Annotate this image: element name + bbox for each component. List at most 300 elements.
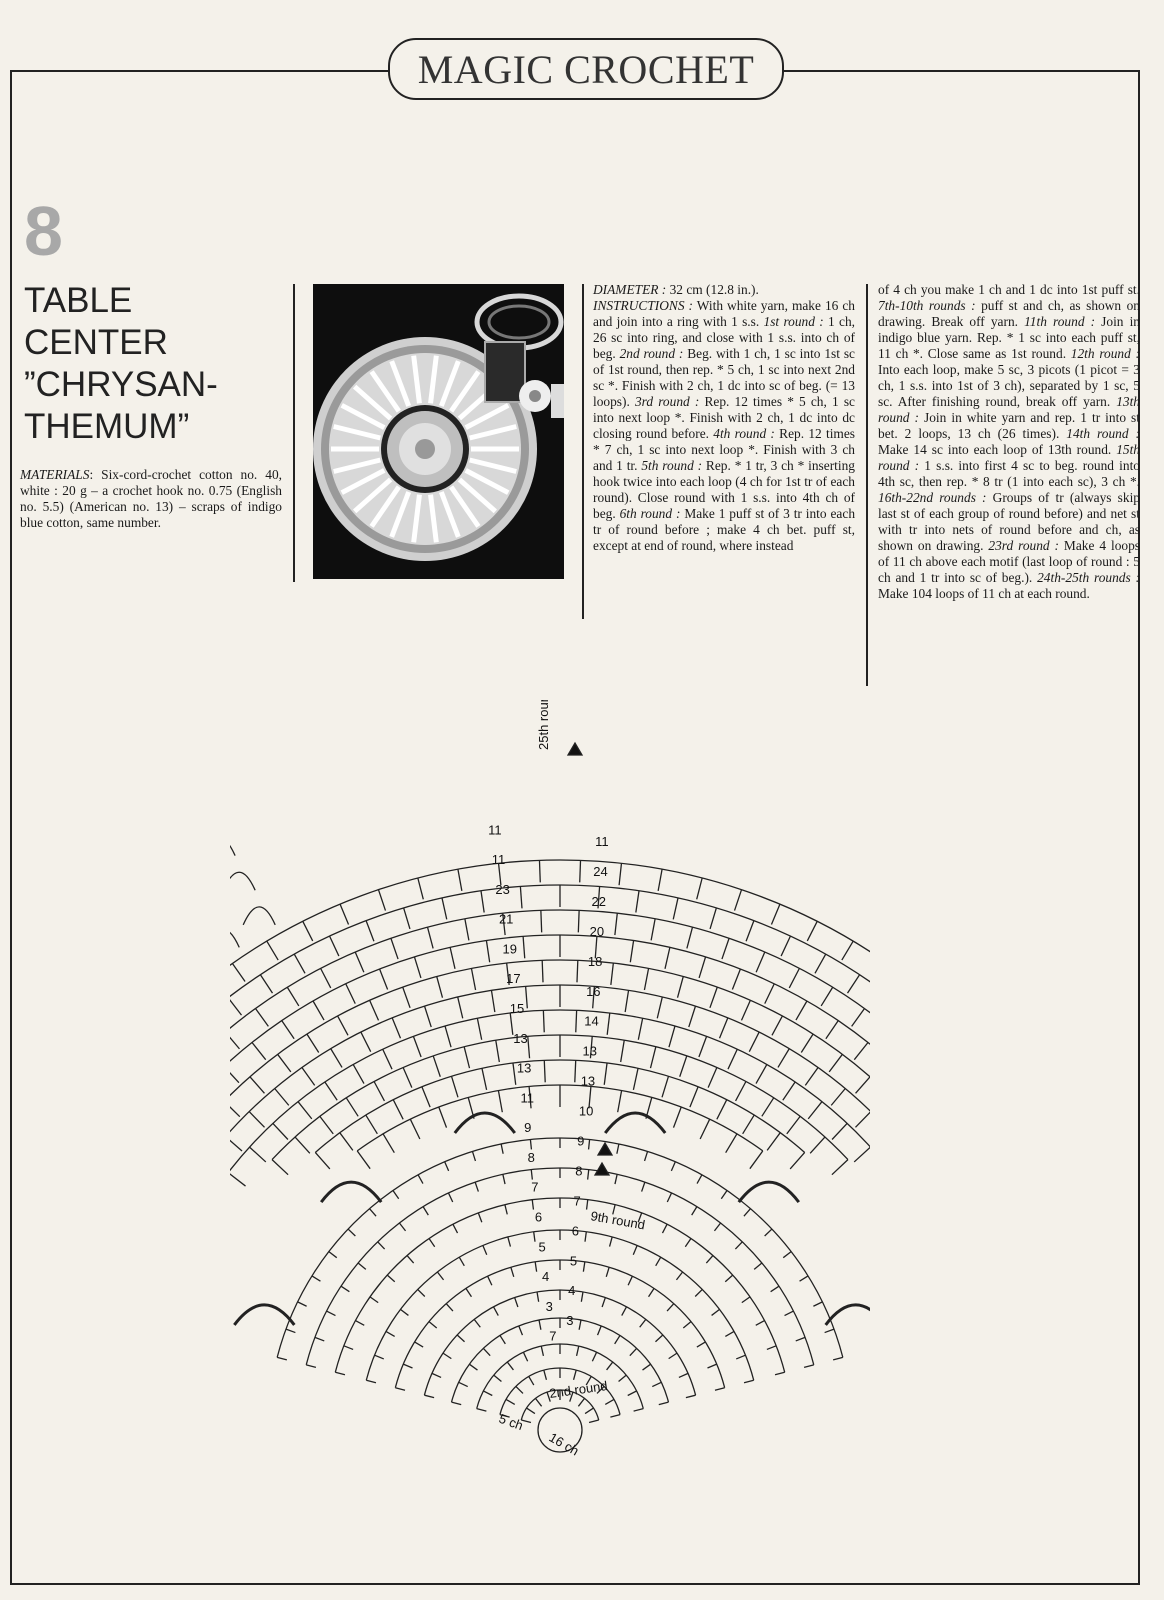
tr-stitch xyxy=(414,957,420,978)
round-4-label: 4th round : xyxy=(713,426,775,441)
stitch-mark xyxy=(622,1307,627,1316)
stitch-mark xyxy=(532,1200,533,1210)
stitch-mark xyxy=(418,1175,423,1184)
tr-stitch xyxy=(717,1100,727,1120)
round-number: 10 xyxy=(578,1103,594,1119)
tr-stitch xyxy=(756,1064,767,1083)
round-number: 24 xyxy=(593,863,608,879)
start-marker-icon xyxy=(568,743,582,755)
tr-stitch xyxy=(607,1013,610,1035)
tr-stitch xyxy=(726,1134,737,1153)
tr-stitch xyxy=(651,919,655,941)
stitch-mark xyxy=(735,1242,742,1249)
stitch-mark xyxy=(628,1276,632,1285)
stitch-mark xyxy=(714,1223,720,1231)
tr-stitch xyxy=(662,1076,668,1097)
stitch-mark xyxy=(448,1193,452,1202)
stitch-mark xyxy=(488,1276,492,1285)
doily-photo-image xyxy=(313,284,564,579)
stitch-mark xyxy=(754,1263,762,1269)
stitch-mark xyxy=(775,1372,785,1374)
tr-stitch xyxy=(699,1036,707,1057)
stitch-mark xyxy=(615,1174,617,1184)
tr-stitch xyxy=(330,936,339,956)
stitch-mark xyxy=(537,1292,539,1302)
stitch-mark xyxy=(539,1320,541,1330)
round-24-label: 24th-25th rounds : xyxy=(1037,570,1141,585)
round-13-label: 13th round : xyxy=(878,394,1140,425)
tr-stitch xyxy=(366,1115,378,1134)
round-number: 9 xyxy=(577,1133,585,1149)
stitch-mark xyxy=(602,1298,605,1307)
round-4-text: Rep. 12 times * 7 ch, 1 sc into next loop *. Finish with 3 ch and 1 tr. xyxy=(593,426,855,473)
stitch-mark xyxy=(725,1331,734,1336)
round-number: 11 xyxy=(595,834,609,850)
tr-stitch xyxy=(380,969,388,989)
round-1-label: 1st round : xyxy=(763,314,824,329)
stitch-mark xyxy=(715,1388,725,1390)
tr-stitch xyxy=(665,947,670,968)
stitch-mark xyxy=(662,1224,667,1233)
tr-stitch xyxy=(338,1016,348,1035)
stitch-mark xyxy=(535,1398,541,1406)
tr-stitch xyxy=(413,1036,421,1057)
tr-stitch xyxy=(575,1060,576,1082)
diameter-text: 32 cm (12.8 in.). xyxy=(666,282,759,297)
tr-stitch xyxy=(644,968,648,990)
tr-stitch xyxy=(790,1152,805,1169)
stitch-mark xyxy=(771,1286,779,1291)
stitch-mark xyxy=(478,1213,482,1222)
round-number: 8 xyxy=(527,1149,535,1165)
round-12-label: 12th round : xyxy=(1070,346,1140,361)
stitch-mark xyxy=(605,1399,614,1404)
stitch-mark xyxy=(813,1302,822,1306)
stitch-mark xyxy=(474,1319,480,1327)
tr-stitch xyxy=(765,984,775,1004)
stitch-mark xyxy=(429,1238,435,1246)
stitch-mark xyxy=(508,1237,511,1247)
tr-stitch xyxy=(618,1091,622,1113)
tr-stitch xyxy=(807,921,817,941)
upper-round-arc xyxy=(230,960,870,1217)
materials-block xyxy=(20,467,282,531)
round-number: 23 xyxy=(495,881,510,897)
tr-stitch xyxy=(273,1123,288,1139)
stitch-mark xyxy=(477,1409,487,1411)
tr-stitch xyxy=(498,1091,502,1113)
round-arc xyxy=(366,1230,753,1380)
tr-stitch xyxy=(230,1173,246,1186)
tr-stitch xyxy=(422,1087,430,1107)
round-label: 2nd round xyxy=(548,1377,609,1401)
stitch-mark xyxy=(327,1311,336,1316)
tr-stitch xyxy=(458,997,463,1018)
round-6-text: Make 1 puff st of 3 tr into each tr of round before ; make 4 ch bet. puff st, except at end of round, where instead xyxy=(593,506,856,553)
col2-text-2: puff st and ch, as shown on drawing. Break off yarn. xyxy=(878,298,1140,329)
tr-stitch xyxy=(680,1056,687,1077)
stitch-mark xyxy=(725,1275,732,1282)
stitch-mark xyxy=(633,1245,637,1254)
stitch-mark xyxy=(472,1151,475,1161)
tr-stitch xyxy=(832,1123,847,1139)
stitch-mark xyxy=(446,1304,453,1311)
round-number: 21 xyxy=(498,911,514,927)
tr-stitch xyxy=(346,1098,358,1117)
stitch-mark xyxy=(645,1151,648,1161)
tr-stitch xyxy=(482,1068,487,1090)
stitch-mark xyxy=(610,1237,613,1247)
round-number: 19 xyxy=(502,941,518,957)
stitch-mark xyxy=(825,1329,834,1332)
tr-stitch xyxy=(477,1018,481,1040)
stitch-mark xyxy=(459,1257,464,1266)
title-line-1: TABLE xyxy=(24,281,133,320)
round-3-text: Rep. 12 times * 5 ch, 1 sc into next loop *. Finish with 2 ch, 1 dc into dc closing round before. xyxy=(593,394,855,441)
tr-stitch xyxy=(418,878,423,899)
round-number: 18 xyxy=(587,953,603,969)
tr-stitch xyxy=(366,921,374,942)
round-number: 13 xyxy=(582,1043,597,1059)
tr-stitch xyxy=(710,908,716,929)
tr-stitch xyxy=(403,987,410,1008)
tr-stitch xyxy=(433,1056,440,1077)
tr-stitch xyxy=(523,936,525,958)
tr-stitch xyxy=(471,968,475,990)
stitch-mark xyxy=(676,1272,682,1280)
tr-stitch xyxy=(250,1077,265,1094)
stitch-mark xyxy=(588,1170,589,1180)
column-rule-2 xyxy=(582,284,584,619)
tr-stitch xyxy=(697,878,702,899)
stitch-mark xyxy=(459,1382,468,1386)
tr-stitch xyxy=(650,1047,655,1068)
stitch-mark xyxy=(610,1415,620,1417)
tr-stitch xyxy=(636,891,639,913)
stitch-mark xyxy=(469,1364,477,1370)
tr-stitch xyxy=(445,1026,451,1047)
stitch-mark xyxy=(500,1335,505,1343)
stitch-mark xyxy=(783,1252,791,1258)
round-number: 9 xyxy=(524,1120,532,1136)
tr-stitch xyxy=(458,869,462,891)
tr-stitch xyxy=(789,968,799,988)
stitch-mark xyxy=(429,1322,437,1328)
stitch-mark xyxy=(306,1365,316,1367)
instructions-text: With white yarn, make 16 ch and join into a ring with 1 s.s. xyxy=(593,298,856,329)
tr-stitch xyxy=(370,1000,379,1020)
col2-text-10: Make 104 loops of 11 ch at each round. xyxy=(878,586,1090,601)
tr-stitch xyxy=(673,898,678,919)
tr-stitch xyxy=(491,990,494,1012)
tr-stitch xyxy=(340,904,348,924)
stitch-mark xyxy=(400,1309,408,1315)
scallop-loop xyxy=(455,1113,515,1133)
tr-stitch xyxy=(374,1081,384,1100)
tr-stitch xyxy=(710,987,717,1008)
stitch-mark xyxy=(452,1402,462,1404)
round-number: 7 xyxy=(549,1328,557,1344)
stitch-mark xyxy=(655,1335,662,1342)
stitch-mark xyxy=(628,1391,637,1396)
stitch-mark xyxy=(395,1388,405,1390)
stitch-mark xyxy=(756,1321,765,1326)
tr-stitch xyxy=(481,891,484,913)
stitch-mark xyxy=(527,1408,535,1413)
tr-stitch xyxy=(687,927,693,948)
stitch-mark xyxy=(515,1298,518,1307)
round-number: 8 xyxy=(575,1163,583,1179)
stitch-mark xyxy=(315,1337,324,1341)
stitch-mark xyxy=(656,1257,661,1266)
stitch-mark xyxy=(535,1262,536,1272)
col2-text-1: of 4 ch you make 1 ch and 1 dc into 1st puff st. xyxy=(878,282,1140,297)
tr-stitch xyxy=(452,1076,458,1097)
upper-round-arc xyxy=(230,985,870,1192)
stitch-mark xyxy=(736,1355,745,1359)
stitch-mark xyxy=(523,1352,527,1361)
round-label: 25th round xyxy=(536,700,551,750)
tr-stitch xyxy=(383,1134,394,1153)
stitch-mark xyxy=(329,1252,337,1258)
stitch-mark xyxy=(697,1342,706,1347)
tr-stitch xyxy=(815,954,826,973)
stitch-mark xyxy=(587,1200,588,1210)
stitch-mark xyxy=(475,1182,478,1191)
stitch-mark xyxy=(432,1373,441,1377)
round-15-label: 15th round : xyxy=(878,442,1140,473)
stitch-mark xyxy=(348,1229,355,1236)
tr-stitch xyxy=(232,964,245,982)
pattern-title xyxy=(24,280,274,448)
round-2-text: Beg. with 1 ch, 1 sc into 1st sc of 1st round, then rep. * 5 ch, 1 sc into next 2nd sc *. Finish with 2 ch, 1 dc into sc of beg. (= 13 loops). xyxy=(593,346,856,409)
stitch-mark xyxy=(574,1370,577,1380)
scallop-loop xyxy=(605,1113,665,1133)
tr-stitch xyxy=(658,869,662,891)
round-number: 5 xyxy=(538,1239,546,1255)
tr-stitch xyxy=(541,910,542,932)
stitch-mark xyxy=(721,1190,727,1198)
round-1-text: 1 ch, 26 sc into ring, and close with 1 s.s. into ch of beg. xyxy=(593,314,855,361)
materials-text: : Six-cord-crochet cotton no. 40, white : 20 g – a crochet hook no. 0.75 (English no. 5.5) (American no. 13) – scraps of indigo blue cotton, same number. xyxy=(20,467,282,530)
chain-loop xyxy=(230,872,255,890)
tr-stitch xyxy=(611,963,613,985)
tr-stitch xyxy=(252,1042,266,1059)
stitch-mark xyxy=(534,1232,535,1242)
stitch-mark xyxy=(583,1262,584,1272)
round-7-label: 7th-10th rounds : xyxy=(878,298,976,313)
round-label: 9th round xyxy=(589,1208,647,1233)
instructions-label: INSTRUCTIONS : xyxy=(593,298,693,313)
tr-stitch xyxy=(669,1026,675,1047)
stitch-mark xyxy=(833,1357,843,1359)
stitch-mark xyxy=(695,1289,702,1296)
tr-stitch xyxy=(450,947,455,968)
pattern-number: 8 xyxy=(24,192,63,270)
stitch-mark xyxy=(298,1302,307,1306)
stitch-mark xyxy=(507,1362,513,1370)
stitch-mark xyxy=(579,1320,581,1330)
tr-stitch xyxy=(720,1018,728,1038)
tr-stitch xyxy=(255,1008,268,1026)
magazine-title: MAGIC CROCHET xyxy=(388,38,784,100)
tr-stitch xyxy=(699,957,705,978)
tr-stitch xyxy=(425,1006,432,1027)
stitch-mark xyxy=(679,1373,688,1377)
stitch-mark xyxy=(592,1352,596,1361)
stitch-mark xyxy=(494,1375,502,1381)
tr-stitch xyxy=(690,1087,698,1107)
stitch-mark xyxy=(585,1408,593,1413)
tr-stitch xyxy=(230,1101,240,1116)
stitch-mark xyxy=(634,1409,644,1411)
tr-stitch xyxy=(230,1032,239,1049)
stitch-mark xyxy=(445,1162,449,1171)
tr-stitch xyxy=(355,952,364,972)
tr-stitch xyxy=(829,1054,842,1072)
tr-stitch xyxy=(313,1001,324,1020)
tr-stitch xyxy=(604,1063,607,1085)
round-5-label: 5th round : xyxy=(641,458,703,473)
tr-stitch xyxy=(749,1032,759,1052)
upper-round-arc xyxy=(230,935,870,1248)
tr-stitch xyxy=(796,1001,807,1020)
crochet-diagram-svg xyxy=(230,700,870,1500)
tr-stitch xyxy=(298,1102,312,1119)
stitch-mark xyxy=(707,1364,716,1368)
tr-stitch xyxy=(821,987,833,1006)
tr-stitch xyxy=(442,898,447,919)
tr-stitch xyxy=(762,1098,774,1117)
tr-stitch xyxy=(621,1040,625,1062)
tr-stitch xyxy=(513,1063,516,1085)
instructions-column-2 xyxy=(878,282,1140,602)
round-number: 16 xyxy=(586,983,601,999)
tr-stitch xyxy=(842,941,853,960)
materials-label: MATERIALS xyxy=(20,467,90,482)
stitch-mark xyxy=(686,1395,696,1397)
stitch-mark xyxy=(692,1207,697,1216)
round-2-label: 2nd round : xyxy=(619,346,684,361)
col2-text-9: Make 4 loops of 11 ch above each motif (last loop of round : 5 ch and 1 tr into sc of beg.). xyxy=(878,538,1140,585)
round-label: 5 ch xyxy=(496,1410,526,1434)
stitch-mark xyxy=(589,1420,599,1422)
tr-stitch xyxy=(325,1082,337,1100)
tr-stitch xyxy=(391,938,398,959)
round-number: 13 xyxy=(513,1030,528,1046)
stitch-mark xyxy=(277,1357,287,1359)
tr-stitch xyxy=(302,1067,315,1085)
tr-stitch xyxy=(346,984,356,1004)
crochet-diagram xyxy=(230,700,870,1505)
diameter-label: DIAMETER : xyxy=(593,282,667,297)
tr-stitch xyxy=(778,1049,789,1068)
column-rule-1 xyxy=(293,284,295,582)
stitch-mark xyxy=(607,1362,613,1370)
tr-stitch xyxy=(771,904,779,924)
round-number: 22 xyxy=(591,893,606,909)
stitch-mark xyxy=(453,1224,458,1233)
tr-stitch xyxy=(287,987,299,1006)
col2-text-8: Groups of tr (always skip last st of each group of round before) and net st with tr into nets of round before and ch, as shown on drawing. xyxy=(878,490,1140,553)
tr-stitch xyxy=(831,1088,845,1105)
tr-stitch xyxy=(383,1049,392,1069)
stitch-mark xyxy=(443,1353,451,1358)
stitch-mark xyxy=(403,1364,412,1368)
tr-stitch xyxy=(403,1067,412,1087)
stitch-mark xyxy=(423,1207,428,1216)
stitch-mark xyxy=(578,1398,584,1406)
tr-stitch xyxy=(272,1160,288,1175)
tr-stitch xyxy=(520,886,522,908)
tr-stitch xyxy=(282,1021,294,1039)
tr-stitch xyxy=(615,913,617,935)
tr-stitch xyxy=(625,990,628,1012)
stitch-mark xyxy=(494,1307,499,1316)
tr-stitch xyxy=(855,1112,870,1128)
tr-stitch xyxy=(638,1018,642,1040)
stitch-mark xyxy=(483,1348,490,1355)
tr-stitch xyxy=(576,1010,577,1032)
tr-stitch xyxy=(320,1116,333,1133)
tr-stitch xyxy=(633,1068,638,1090)
tr-stitch xyxy=(353,1064,364,1083)
stitch-mark xyxy=(529,1376,534,1385)
tr-stitch xyxy=(230,1137,242,1152)
stitch-mark xyxy=(370,1209,377,1217)
stitch-mark xyxy=(606,1267,609,1277)
tr-stitch xyxy=(580,860,581,882)
stitch-mark xyxy=(744,1380,754,1382)
tr-stitch xyxy=(743,1115,755,1134)
stitch-mark xyxy=(378,1242,385,1249)
tr-stitch xyxy=(439,1107,447,1128)
stitch-mark xyxy=(335,1372,345,1374)
round-number: 11 xyxy=(520,1090,534,1106)
tr-stitch xyxy=(307,1034,319,1053)
tr-stitch xyxy=(410,1119,420,1139)
stitch-mark xyxy=(483,1245,487,1254)
stitch-mark xyxy=(589,1140,590,1150)
stitch-mark xyxy=(483,1391,492,1396)
stitch-mark xyxy=(355,1321,364,1326)
tr-stitch xyxy=(260,975,272,993)
tr-stitch xyxy=(315,1152,330,1169)
stitch-mark xyxy=(341,1286,349,1291)
stitch-mark xyxy=(598,1326,602,1335)
tr-stitch xyxy=(486,941,489,963)
stitch-mark xyxy=(706,1256,713,1264)
tr-stitch xyxy=(303,921,313,941)
tr-stitch xyxy=(735,890,742,911)
stitch-mark xyxy=(541,1346,543,1356)
col2-text-7: 1 s.s. into first 4 sc to beg. round into 4th sc, then rep. * 8 tr (1 into each sc), 3 ch *. xyxy=(878,458,1140,489)
stitch-mark xyxy=(744,1209,751,1217)
stitch-mark xyxy=(399,1223,405,1231)
round-label: 16 ch xyxy=(546,1429,582,1459)
stitch-mark xyxy=(643,1364,651,1370)
tr-stitch xyxy=(856,1077,870,1094)
stitch-mark xyxy=(671,1162,675,1171)
tr-stitch xyxy=(393,1100,403,1120)
tr-stitch xyxy=(783,1082,795,1100)
tr-stitch xyxy=(250,1147,266,1162)
doily-photo xyxy=(313,284,564,579)
tr-stitch xyxy=(826,1021,838,1039)
instructions-column-1 xyxy=(593,282,855,554)
stitch-mark xyxy=(344,1346,353,1350)
stitch-mark xyxy=(785,1311,794,1316)
